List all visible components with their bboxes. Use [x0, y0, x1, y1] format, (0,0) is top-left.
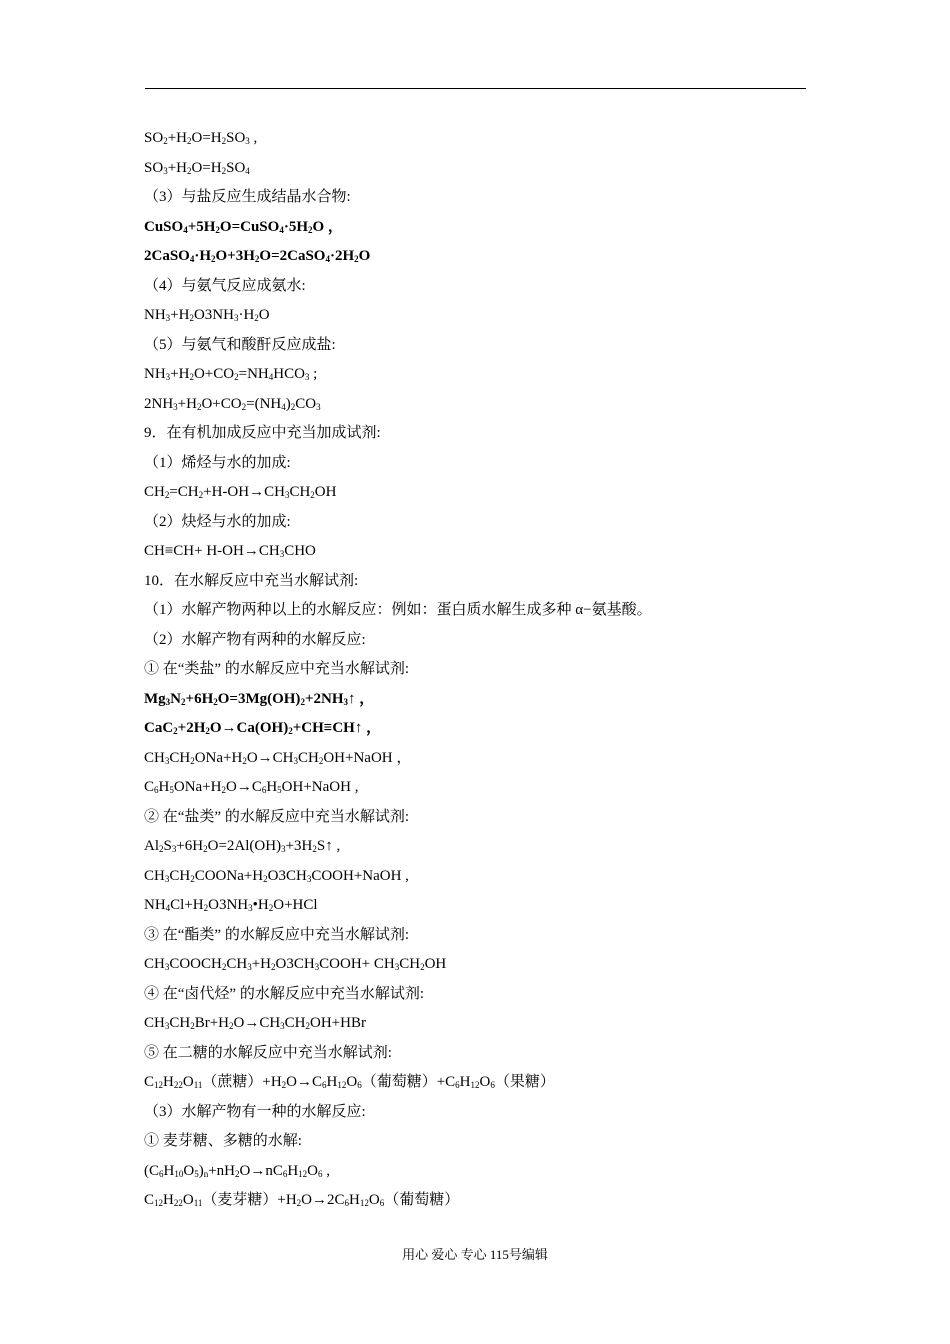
- text-line: $C_6H_5ONa+H_2O\to C_6H_5OH+NaOH$ ,: [144, 779, 359, 795]
- text-line: $CuSO_4+5H_2O=CuSO_4\cdot 5H_2O$ ，: [144, 218, 343, 235]
- text-line: $2NH_3+H_2O+CO_2=(NH_4)_2CO_3$: [144, 395, 321, 412]
- text-line: （2）炔烃与水的加成:: [144, 513, 291, 530]
- text-line: ⑤ 在二糖的水解反应中充当水解试剂:: [144, 1044, 392, 1061]
- text-line: $CH_2=CH_2+H-OH\to CH_3CH_2OH$: [144, 484, 337, 500]
- document-body: [144, 124, 806, 1216]
- text-line: （5）与氨气和酸酐反应成盐:: [144, 336, 336, 353]
- text-line: $SO_3+H_2O=H_2SO_4$: [144, 159, 250, 176]
- text-line: $Al_2S_3+6H_2O=2Al(OH)_3+3H_2S↑$ ,: [144, 838, 341, 854]
- text-line: $Mg_3N_2+6H_2O=3Mg(OH)_2+2NH_3↑$ ，: [144, 690, 375, 707]
- text-line: $NH_4Cl+H_2O3NH_3•H_2O+HCl$: [144, 897, 318, 913]
- text-line: （3）与盐反应生成结晶水合物:: [144, 189, 351, 205]
- text-line: $CH_3COOCH_2CH_3+H_2O3CH_3COOH+ CH_3CH_2OH$: [144, 956, 447, 972]
- text-line: $SO_2+H_2O=H_2SO_3$ ,: [144, 130, 258, 146]
- page-footer: 用心 爱心 专心 115号编辑: [402, 1247, 548, 1262]
- text-line: （1）水解产物两种以上的水解反应：例如：蛋白质水解生成多种 α−氨基酸。: [144, 602, 652, 618]
- text-line: $C_{12}H_{22}O_{11}$（蔗糖）$+H_2O\to C_6H_{12}O_6$（葡萄糖）$+C_6H_{12}O_6$（果糖）: [144, 1074, 555, 1090]
- text-line: $CH_3CH_2ONa+H_2O\to CH_3CH_2OH+NaOH$ ，: [144, 749, 412, 766]
- text-line: （4）与氨气反应成氨水:: [144, 277, 306, 294]
- text-line: 10．在水解反应中充当水解试剂:: [144, 572, 359, 589]
- text-line: $NH_3+H_2O3NH_3\cdot H_2O$: [144, 307, 270, 323]
- text-line: ① 麦芽糖、多糖的水解:: [144, 1133, 302, 1149]
- text-line: $CH_3CH_2COONa+H_2O3CH_3COOH+NaOH$ ,: [144, 867, 409, 884]
- text-line: $2CaSO_4\cdot H_2O+3H_2O=2CaSO_4\cdot 2H_2O$: [144, 248, 371, 264]
- text-line: 9．在有机加成反应中充当加成试剂:: [144, 425, 381, 441]
- text-line: $(C_6H_{10}O_5)_n+nH_2O\to nC_6H_{12}O_6$ ,: [144, 1162, 331, 1179]
- text-line: $NH_3+H_2O+CO_2=NH_4HCO_3$ ;: [144, 366, 318, 382]
- text-line: ② 在“盐类” 的水解反应中充当水解试剂:: [144, 808, 409, 825]
- text-line: （1）烯烃与水的加成:: [144, 454, 291, 471]
- text-line: （2）水解产物有两种的水解反应:: [144, 631, 366, 648]
- text-line: $CaC_2+2H_2O\to Ca(OH)_2+CH\equiv CH↑$ ，: [144, 720, 382, 736]
- text-line: ④ 在“卤代烃” 的水解反应中充当水解试剂:: [144, 985, 424, 1002]
- text-line: $CH\equiv CH+ H-OH\to CH_3CHO$: [144, 543, 316, 559]
- text-line: $CH_3CH_2Br+H_2O\to CH_3CH_2OH+HBr$: [144, 1015, 366, 1031]
- text-line: ③ 在“酯类” 的水解反应中充当水解试剂:: [144, 926, 409, 943]
- text-line: ① 在“类盐” 的水解反应中充当水解试剂:: [144, 661, 409, 677]
- text-line: （3）水解产物有一种的水解反应:: [144, 1103, 366, 1120]
- text-line: $C_{12}H_{22}O_{11}$（麦芽糖）$+H_2O\to 2C_6H_{12}O_6$（葡萄糖）: [144, 1192, 460, 1208]
- header-rule: [145, 88, 806, 89]
